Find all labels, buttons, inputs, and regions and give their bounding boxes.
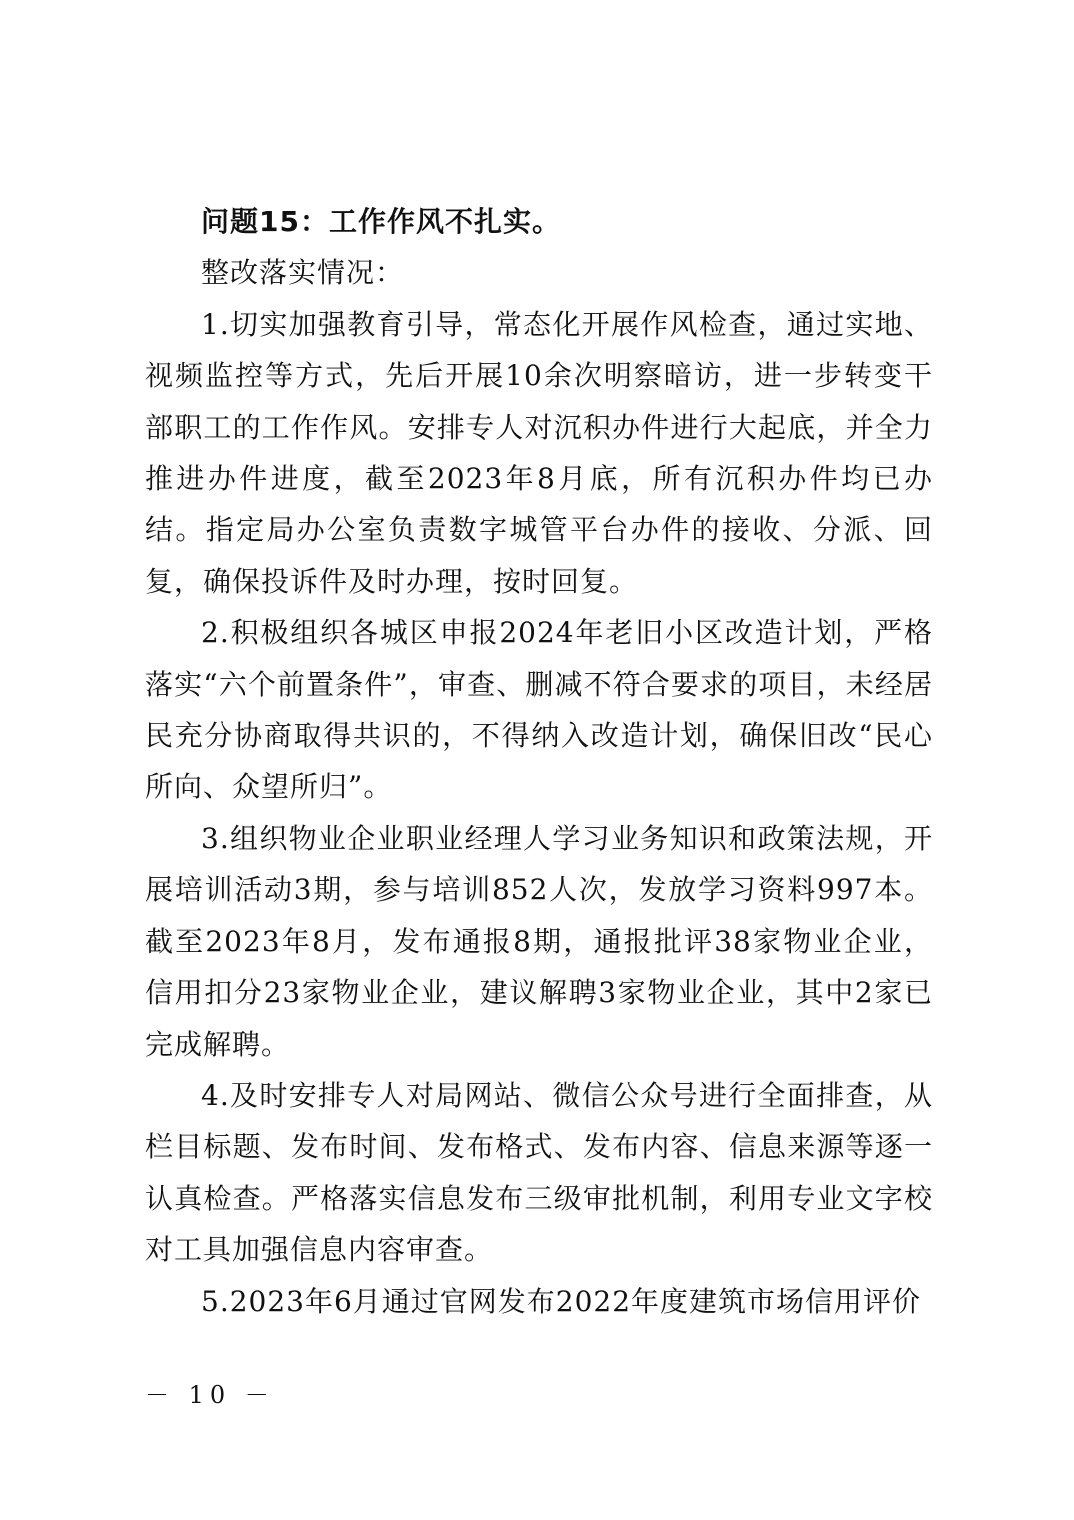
- paragraph-3: 3.组织物业企业职业经理人学习业务知识和政策法规，开展培训活动3期，参与培训852人次，发放学习资料997本。截至2023年8月，发布通报8期，通报批评38家物业企业，信用扣分23家物业企业，建议解聘3家物业企业，其中2家已完成解聘。: [145, 821, 933, 1061]
- subsection-heading: 整改落实情况：: [201, 256, 405, 290]
- document-body: [145, 196, 933, 1327]
- paragraph-2: 2.积极组织各城区申报2024年老旧小区改造计划，严格落实“六个前置条件”，审查、删减不符合要求的项目，未经居民充分协商取得共识的，不得纳入改造计划，确保旧改“民心所向、众望所归”。: [145, 616, 933, 804]
- section-heading: 问题15：工作作风不扎实。: [201, 205, 561, 238]
- paragraph-4: 4.及时安排专人对局网站、微信公众号进行全面排查，从栏目标题、发布时间、发布格式、发布内容、信息来源等逐一认真检查。严格落实信息发布三级审批机制，利用专业文字校对工具加强信息内容审查。: [145, 1078, 933, 1267]
- page-number: － 10 －: [145, 1381, 275, 1409]
- paragraph-1: 1.切实加强教育引导，常态化开展作风检查，通过实地、视频监控等方式，先后开展10余次明察暗访，进一步转变干部职工的工作作风。安排专人对沉积办件进行大起底，并全力推进办件进度，截至2023年8月底，所有沉积办件均已办结。指定局办公室负责数字城管平台办件的接收、分派、回复，确保投诉件及时办理，按时回复。: [145, 307, 933, 598]
- paragraph-5: 5.2023年6月通过官网发布2022年度建筑市场信用评价: [201, 1284, 922, 1318]
